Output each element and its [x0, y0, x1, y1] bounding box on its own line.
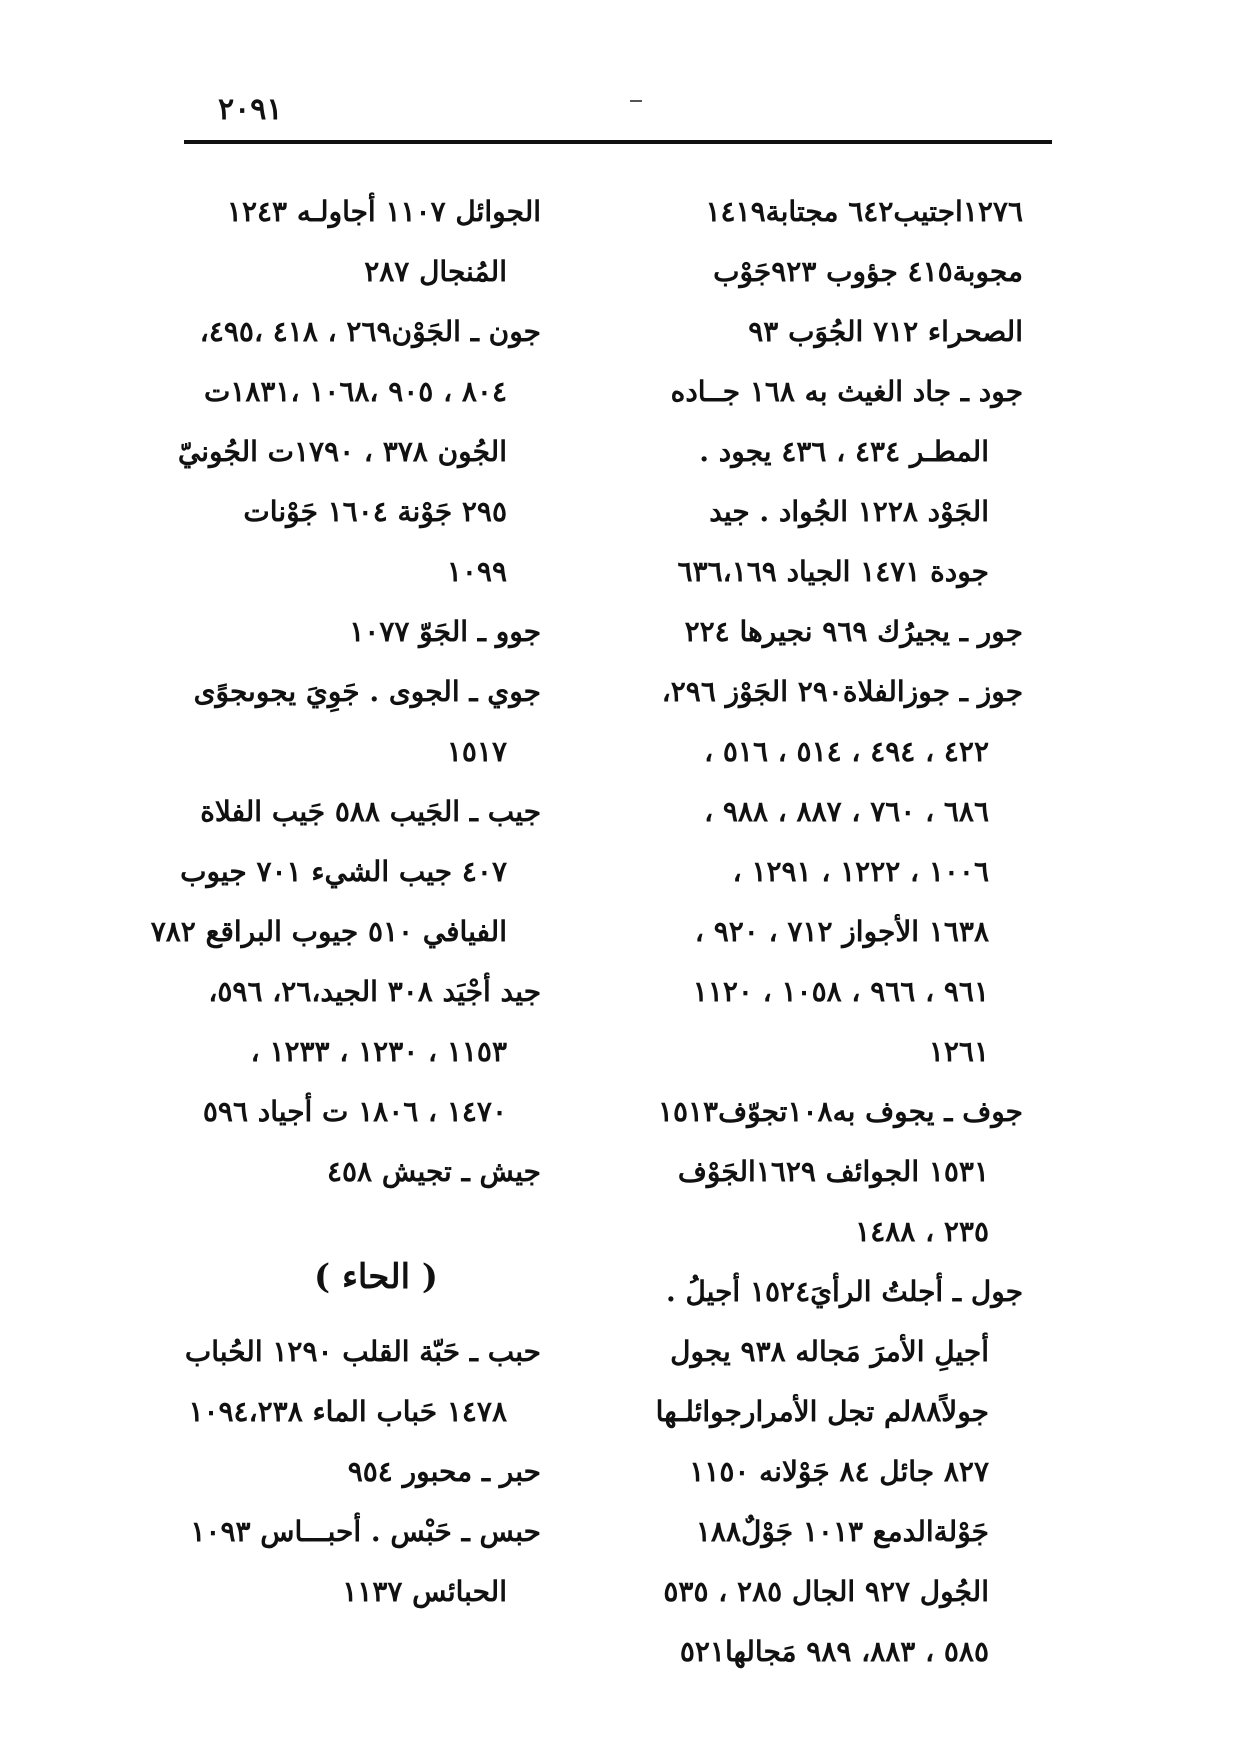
entry-line: ٨٢٧ جائل ٨٤ جَوْلانه ١١٥٠	[689, 1455, 989, 1488]
entry-line: ٢٣٥ ، ١٤٨٨	[855, 1215, 989, 1248]
section-heading: ( الحاء )	[314, 1257, 438, 1297]
entry-line: حبر ـ محبور ٩٥٤	[347, 1455, 541, 1488]
entry-line: الجُون ٣٧٨ ، ١٧٩٠ت الجُونيّ	[177, 435, 507, 468]
entry-line: ١٥١٧	[446, 735, 507, 768]
entry-line: الجوائل ١١٠٧ أجاولـه ١٢٤٣	[226, 195, 541, 228]
entry-line: ١١٥٣ ، ١٢٣٠ ، ١٢٣٣ ،	[250, 1035, 507, 1068]
left-column	[141, 182, 541, 1622]
entry-line: جودة ١٤٧١ الجياد ٦٣٦،١٦٩	[677, 555, 989, 588]
entry-line: جور ـ يجيرُك ٩٦٩ نجيرها ٢٢٤	[684, 615, 1023, 648]
entry-line: المُنجال ٢٨٧	[364, 255, 507, 288]
entry-line: جَوْلةالدمع ١٠١٣ جَوْلٌ١٨٨	[695, 1515, 989, 1548]
header-rule	[184, 140, 1052, 144]
entry-line: ٢٩٥ جَوْنة ١٦٠٤ جَوْنات	[243, 495, 507, 528]
entry-line: ٦٨٦ ، ٧٦٠ ، ٨٨٧ ، ٩٨٨ ،	[704, 795, 989, 828]
entry-line: ١٠٠٦ ، ١٢٢٢ ، ١٢٩١ ،	[732, 855, 989, 888]
entry-line: مجوبة٤١٥ جؤوب ٩٢٣جَوْب	[713, 255, 1023, 288]
entry-line: جولاً٨٨لم تجل الأمرارجوائلـها	[655, 1395, 989, 1428]
entry-line: ٤٠٧ جيب الشيء ٧٠١ جيوب	[180, 855, 507, 888]
entry-line: الحبائس ١١٣٧	[342, 1575, 507, 1608]
entry-line: ١٤٧٨ حَباب الماء ١٠٩٤،٢٣٨	[188, 1395, 507, 1428]
entry-line: جود ـ جاد الغيث به ١٦٨ جــاده	[670, 375, 1023, 408]
page-number: ٢٠٩١	[218, 92, 283, 127]
entry-line: الجُول ٩٢٧ الجال ٢٨٥ ، ٥٣٥	[663, 1575, 989, 1608]
entry-line: ١٢٦١	[928, 1035, 989, 1068]
entry-line: الفيافي ٥١٠ جيوب البراقع ٧٨٢	[150, 915, 507, 948]
entry-line: ٤٢٢ ، ٤٩٤ ، ٥١٤ ، ٥١٦ ،	[704, 735, 989, 768]
entry-line: جوي ـ الجوى . جَوِيَ يجوىجوًى	[193, 675, 541, 708]
entry-line: جوف ـ يجوف به١٠٨تجوّف١٥١٣	[657, 1095, 1023, 1128]
entry-line: حبس ـ حَبْس . أحبـــاس ١٠٩٣	[190, 1515, 541, 1548]
entry-line: ١٢٧٦اجتيب٦٤٢ مجتابة١٤١٩	[705, 195, 1023, 228]
entry-line: جيش ـ تجيش ٤٥٨	[326, 1155, 541, 1188]
entry-line: ١٠٩٩	[446, 555, 507, 588]
entry-line: ٩٦١ ، ٩٦٦ ، ١٠٥٨ ، ١١٢٠	[692, 975, 989, 1008]
entry-line: جيد أجْيَد ٣٠٨ الجيد،٢٦، ٥٩٦،	[208, 975, 541, 1008]
entry-line: جول ـ أجلتُ الرأيَ١٥٢٤ أجيلُ .	[665, 1275, 1023, 1308]
section-spacer	[141, 1202, 541, 1232]
entry-line: المطـر ٤٣٤ ، ٤٣٦ يجود .	[699, 435, 989, 468]
entry-line: جون ـ الجَوْن٢٦٩ ، ٤١٨ ،٤٩٥،	[199, 315, 541, 348]
entry-line: حبب ـ حَبّة القلب ١٢٩٠ الحُباب	[184, 1335, 541, 1368]
entry-line: أجيلِ الأمرَ مَجاله ٩٣٨ يجول	[670, 1335, 989, 1368]
entry-line: ١٦٣٨ الأجواز ٧١٢ ، ٩٢٠ ،	[694, 915, 989, 948]
entry-line: ١٥٣١ الجوائف ١٦٢٩الجَوْف	[677, 1155, 989, 1188]
entry-line: ١٤٧٠ ، ١٨٠٦ ت أجياد ٥٩٦	[202, 1095, 507, 1128]
entry-line: ٥٨٥ ، ٨٨٣، ٩٨٩ مَجالها٥٢١	[679, 1635, 989, 1668]
entry-line: ٨٠٤ ، ٩٠٥ ،١٠٦٨ ،١٨٣١ت	[203, 375, 507, 408]
dash-mark	[630, 100, 642, 102]
entry-line: جوو ـ الجَوّ ١٠٧٧	[349, 615, 541, 648]
entry-line: جيب ـ الجَيب ٥٨٨ جَيب الفلاة	[200, 795, 541, 828]
right-column	[603, 182, 1023, 1682]
entry-line: الجَوْد ١٢٢٨ الجُواد . جيد	[709, 495, 989, 528]
entry-line: الصحراء ٧١٢ الجُوَب ٩٣	[748, 315, 1023, 348]
entry-line: جوز ـ جوزالفلاة٢٩٠ الجَوْز ٢٩٦،	[661, 675, 1023, 708]
